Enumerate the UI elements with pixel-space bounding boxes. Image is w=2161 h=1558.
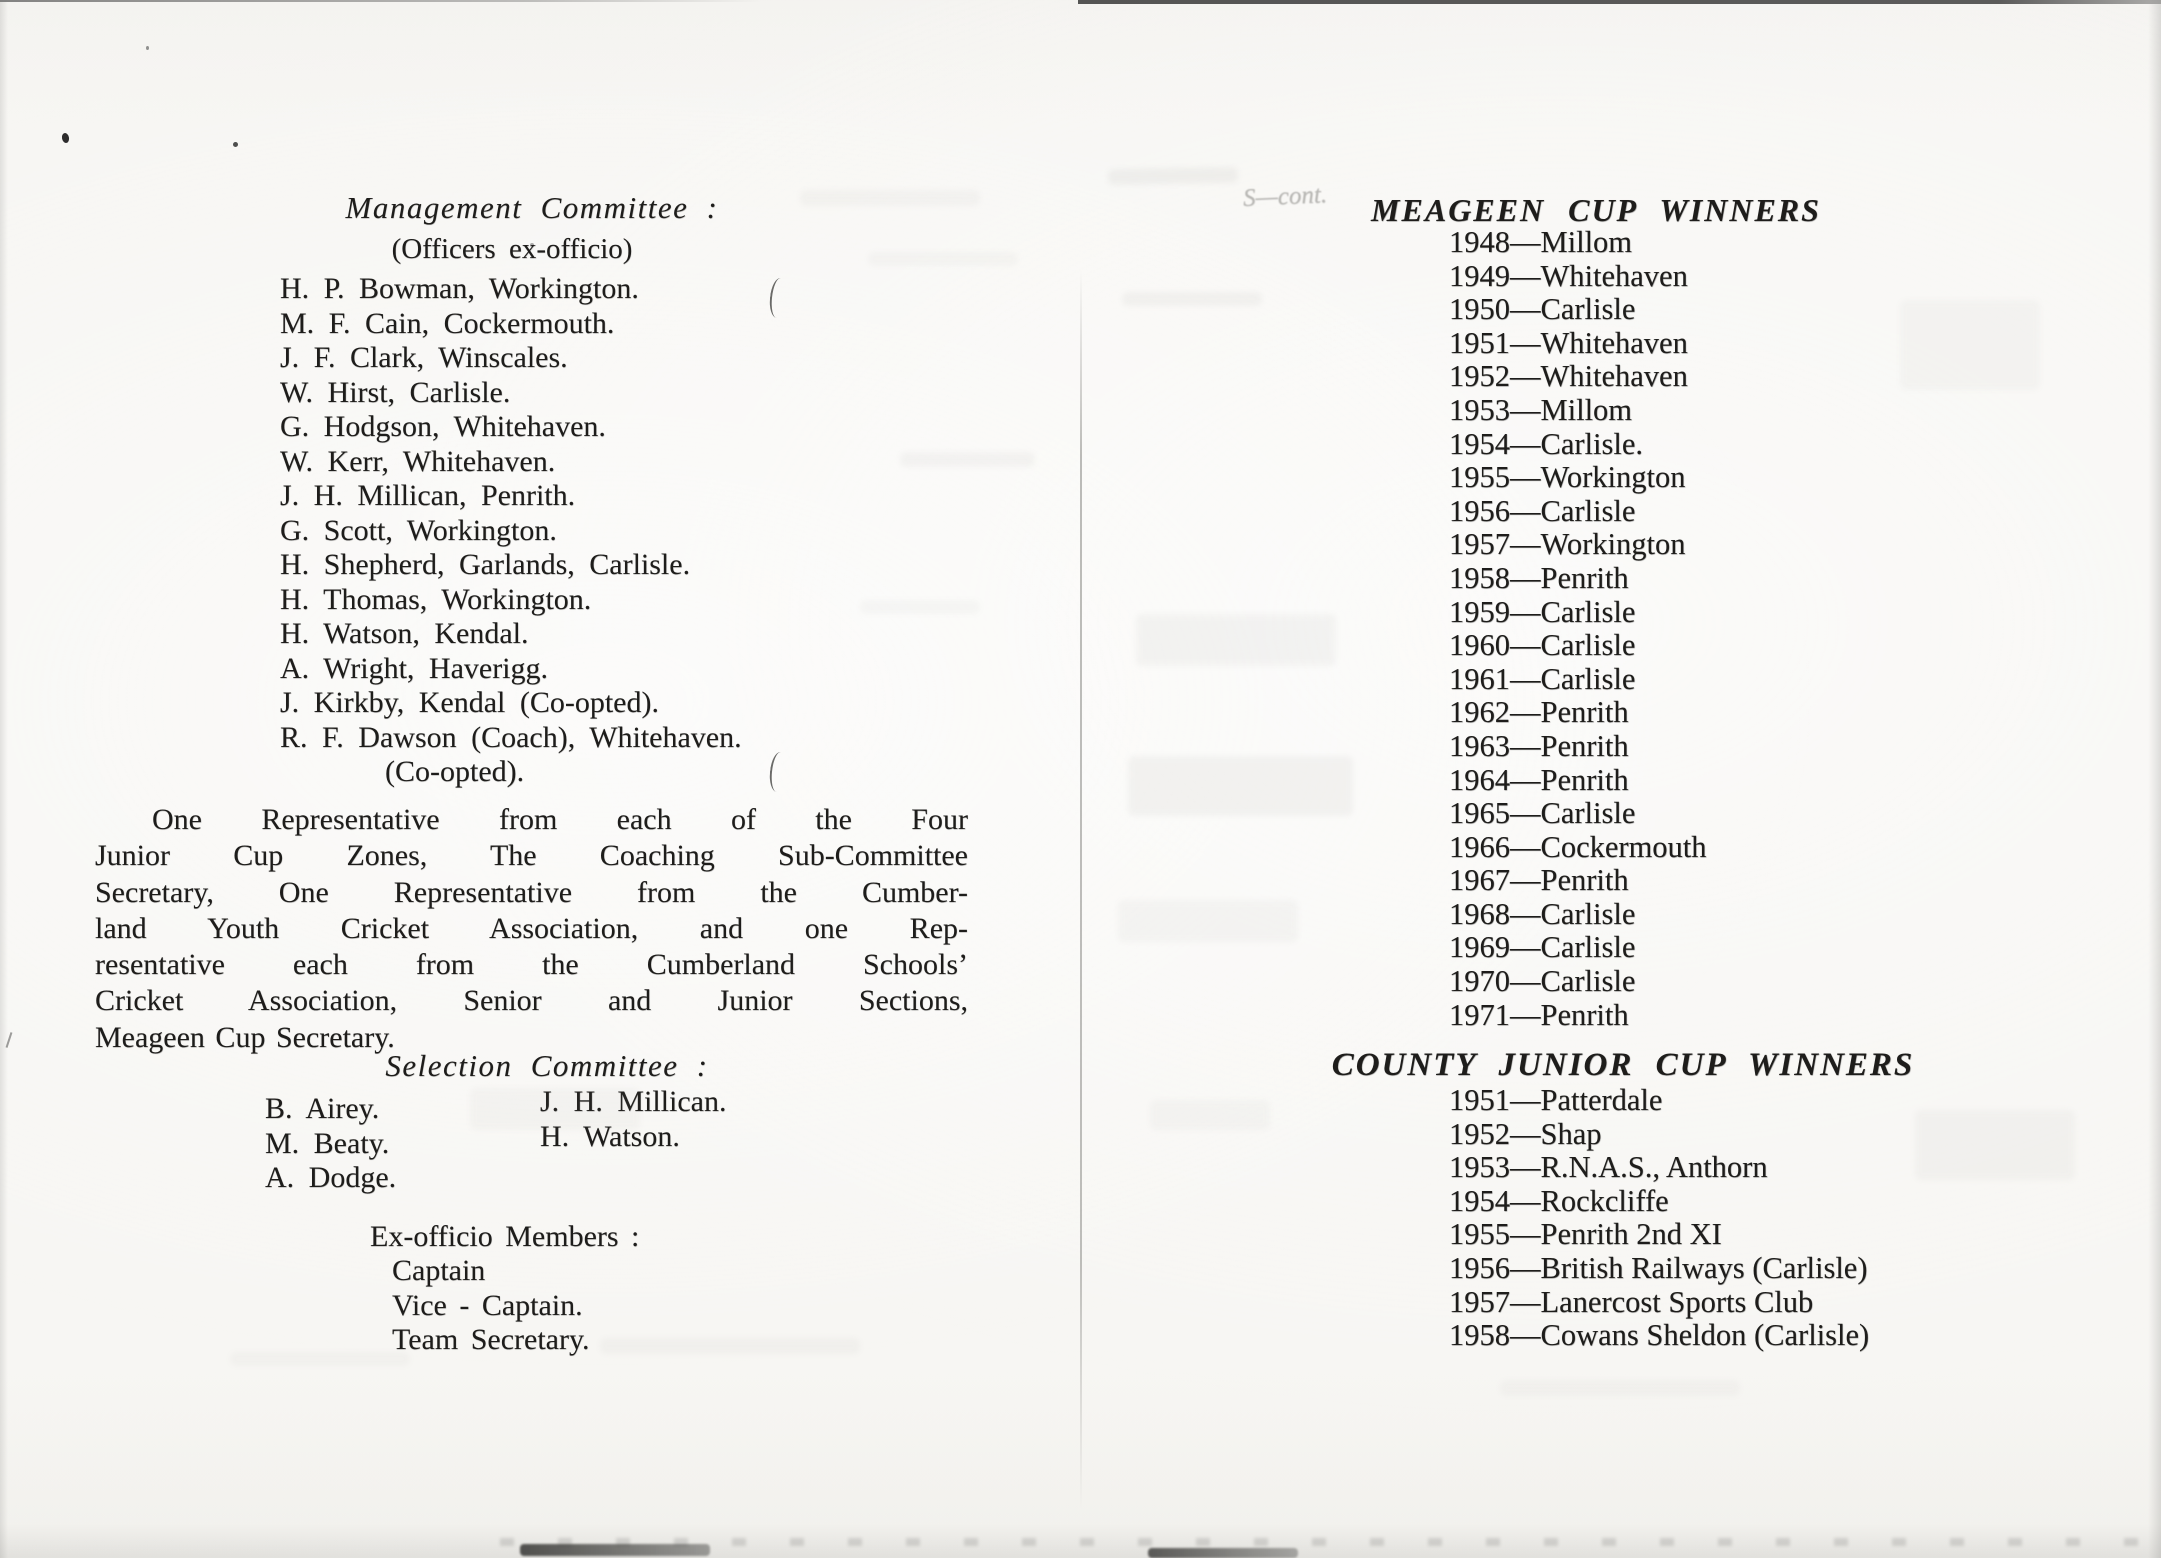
selector-row: H. Watson.	[540, 1119, 680, 1153]
member-row: J. H. Millican, Penrith.	[280, 479, 576, 512]
winner-row: 1958—Cowans Sheldon (Carlisle)	[1449, 1318, 1870, 1353]
selector-row: J. H. Millican.	[540, 1085, 727, 1118]
winner-row: 1971—Penrith	[1449, 997, 1629, 1032]
member-row: H. P. Bowman, Workington.	[280, 272, 639, 305]
bleed-through-smudge	[1122, 292, 1262, 306]
winner-row: 1953—Millom	[1449, 392, 1633, 427]
county-junior-cup-winners-list	[1449, 1084, 1869, 1353]
bleed-through-smudge	[800, 190, 980, 206]
member-row: H. Thomas, Workington.	[280, 582, 592, 616]
selection-committee-heading: Selection Committee :	[385, 1048, 709, 1083]
management-committee-heading: Management Committee :	[345, 190, 719, 225]
paragraph-line: land Youth Cricket Association, and one Rep-	[95, 911, 968, 945]
winner-row: 1961—Carlisle	[1449, 661, 1636, 696]
bleed-through-smudge	[1500, 1380, 1740, 1396]
ex-officio-row: Team Secretary.	[392, 1323, 590, 1356]
winner-row: 1968—Carlisle	[1449, 896, 1636, 931]
co-opted-continuation: (Co-opted).	[385, 755, 525, 788]
member-row: A. Wright, Haverigg.	[280, 651, 549, 685]
bleed-through-smudge	[1915, 1110, 2075, 1180]
ink-speck	[233, 142, 238, 147]
bottom-scan-smudge	[520, 1544, 710, 1556]
member-row: W. Kerr, Whitehaven.	[280, 444, 556, 478]
bleed-through-text-fragment: S—cont.	[1242, 181, 1328, 212]
winner-row: 1948—Millom	[1449, 225, 1633, 259]
scan-edge-right	[2148, 0, 2161, 1558]
officers-ex-officio-subheading: (Officers ex-officio)	[391, 233, 633, 265]
member-row: R. F. Dawson (Coach), Whitehaven.	[280, 720, 742, 754]
selector-row: A. Dodge.	[265, 1161, 397, 1194]
member-row: H. Watson, Kendal.	[280, 617, 529, 650]
scan-edge-top-left	[0, 0, 762, 2]
winner-row: 1959—Carlisle	[1449, 594, 1636, 629]
scan-edge-top-right	[1078, 0, 2161, 4]
paragraph-line: Secretary, One Representative from the Cumber-	[95, 875, 968, 909]
paragraph-line: Junior Cup Zones, The Coaching Sub-Committee	[95, 839, 968, 873]
bottom-scan-smudge	[1148, 1548, 1298, 1558]
winner-row: 1954—Carlisle.	[1449, 426, 1643, 461]
winner-row: 1949—Whitehaven	[1449, 258, 1688, 293]
member-row: J. F. Clark, Winscales.	[280, 341, 568, 374]
paragraph-line: Meageen Cup Secretary.	[95, 1020, 395, 1054]
bottom-scan-smudges	[500, 1538, 2161, 1546]
scan-edge-left	[0, 0, 8, 1558]
representatives-paragraph	[95, 802, 968, 1056]
bleed-through-smudge	[1128, 756, 1353, 816]
meageen-cup-winners-heading: MEAGEEN CUP WINNERS	[1371, 192, 1821, 228]
bleed-through-smudge	[1150, 1100, 1270, 1130]
member-row: G. Scott, Workington.	[280, 513, 557, 547]
member-row: W. Hirst, Carlisle.	[280, 375, 511, 409]
winner-row: 1967—Penrith	[1449, 863, 1629, 898]
winner-row: 1970—Carlisle	[1449, 964, 1636, 999]
paragraph-line: One Representative from each of the Four	[152, 803, 968, 836]
winner-row: 1952—Whitehaven	[1449, 359, 1688, 394]
bleed-through-smudge	[600, 1338, 860, 1354]
winner-row: 1956—British Railways (Carlisle)	[1449, 1250, 1868, 1285]
bleed-through-smudge	[1108, 167, 1238, 185]
bleed-through-smudge	[860, 600, 980, 614]
winner-row: 1966—Cockermouth	[1449, 829, 1707, 864]
winner-row: 1955—Penrith 2nd XI	[1449, 1217, 1722, 1252]
winner-row: 1951—Whitehaven	[1449, 325, 1688, 360]
bleed-through-smudge	[868, 252, 1018, 266]
gutter-crease-mark	[768, 751, 789, 793]
bleed-through-smudge	[1900, 300, 2040, 390]
paragraph-line: Cricket Association, Senior and Junior Sections,	[95, 984, 968, 1018]
winner-row: 1960—Carlisle	[1449, 628, 1636, 663]
bleed-through-smudge	[1118, 900, 1298, 942]
ex-officio-members-heading: Ex-officio Members :	[370, 1220, 640, 1253]
paragraph-line: resentative each from the Cumberland Schools’	[95, 948, 968, 982]
member-row: M. F. Cain, Cockermouth.	[280, 306, 615, 340]
winner-row: 1956—Carlisle	[1449, 493, 1636, 528]
winner-row: 1962—Penrith	[1449, 695, 1629, 730]
management-committee-list	[280, 272, 742, 755]
selector-row: M. Beaty.	[265, 1126, 390, 1160]
bleed-through-smudge	[470, 1088, 640, 1130]
bleed-through-smudge	[900, 452, 1035, 467]
winner-row: 1953—R.N.A.S., Anthorn	[1449, 1150, 1768, 1185]
winner-row: 1950—Carlisle	[1449, 292, 1636, 327]
winner-row: 1969—Carlisle	[1449, 930, 1636, 965]
ink-speck	[61, 132, 70, 143]
bleed-through-smudge	[230, 1352, 410, 1366]
page-fold-crease	[1080, 270, 1082, 1510]
county-junior-cup-winners-heading: COUNTY JUNIOR CUP WINNERS	[1331, 1047, 1915, 1083]
member-row: J. Kirkby, Kendal (Co-opted).	[280, 686, 659, 719]
winner-row: 1958—Penrith	[1449, 560, 1629, 595]
winner-row: 1951—Patterdale	[1449, 1083, 1663, 1117]
selector-row: B. Airey.	[265, 1092, 380, 1125]
winner-row: 1964—Penrith	[1449, 762, 1629, 797]
winner-row: 1965—Carlisle	[1449, 796, 1636, 831]
meageen-cup-winners-list	[1449, 226, 1707, 1032]
winner-row: 1955—Workington	[1449, 460, 1686, 495]
ex-officio-row: Captain	[392, 1254, 486, 1287]
gutter-crease-mark	[768, 277, 789, 319]
selection-committee-left-column	[265, 1092, 396, 1196]
winner-row: 1957—Lanercost Sports Club	[1449, 1284, 1814, 1319]
bleed-through-smudge	[1136, 614, 1336, 666]
winner-row: 1954—Rockcliffe	[1449, 1183, 1669, 1218]
ink-speck	[530, 243, 534, 247]
member-row: H. Shepherd, Garlands, Carlisle.	[280, 548, 691, 581]
winner-row: 1957—Workington	[1449, 527, 1686, 562]
ex-officio-members-list	[392, 1254, 590, 1358]
winner-row: 1952—Shap	[1449, 1116, 1602, 1151]
ex-officio-row: Vice - Captain.	[392, 1288, 583, 1322]
member-row: G. Hodgson, Whitehaven.	[280, 410, 606, 443]
winner-row: 1963—Penrith	[1449, 728, 1629, 763]
ink-speck	[146, 46, 149, 50]
